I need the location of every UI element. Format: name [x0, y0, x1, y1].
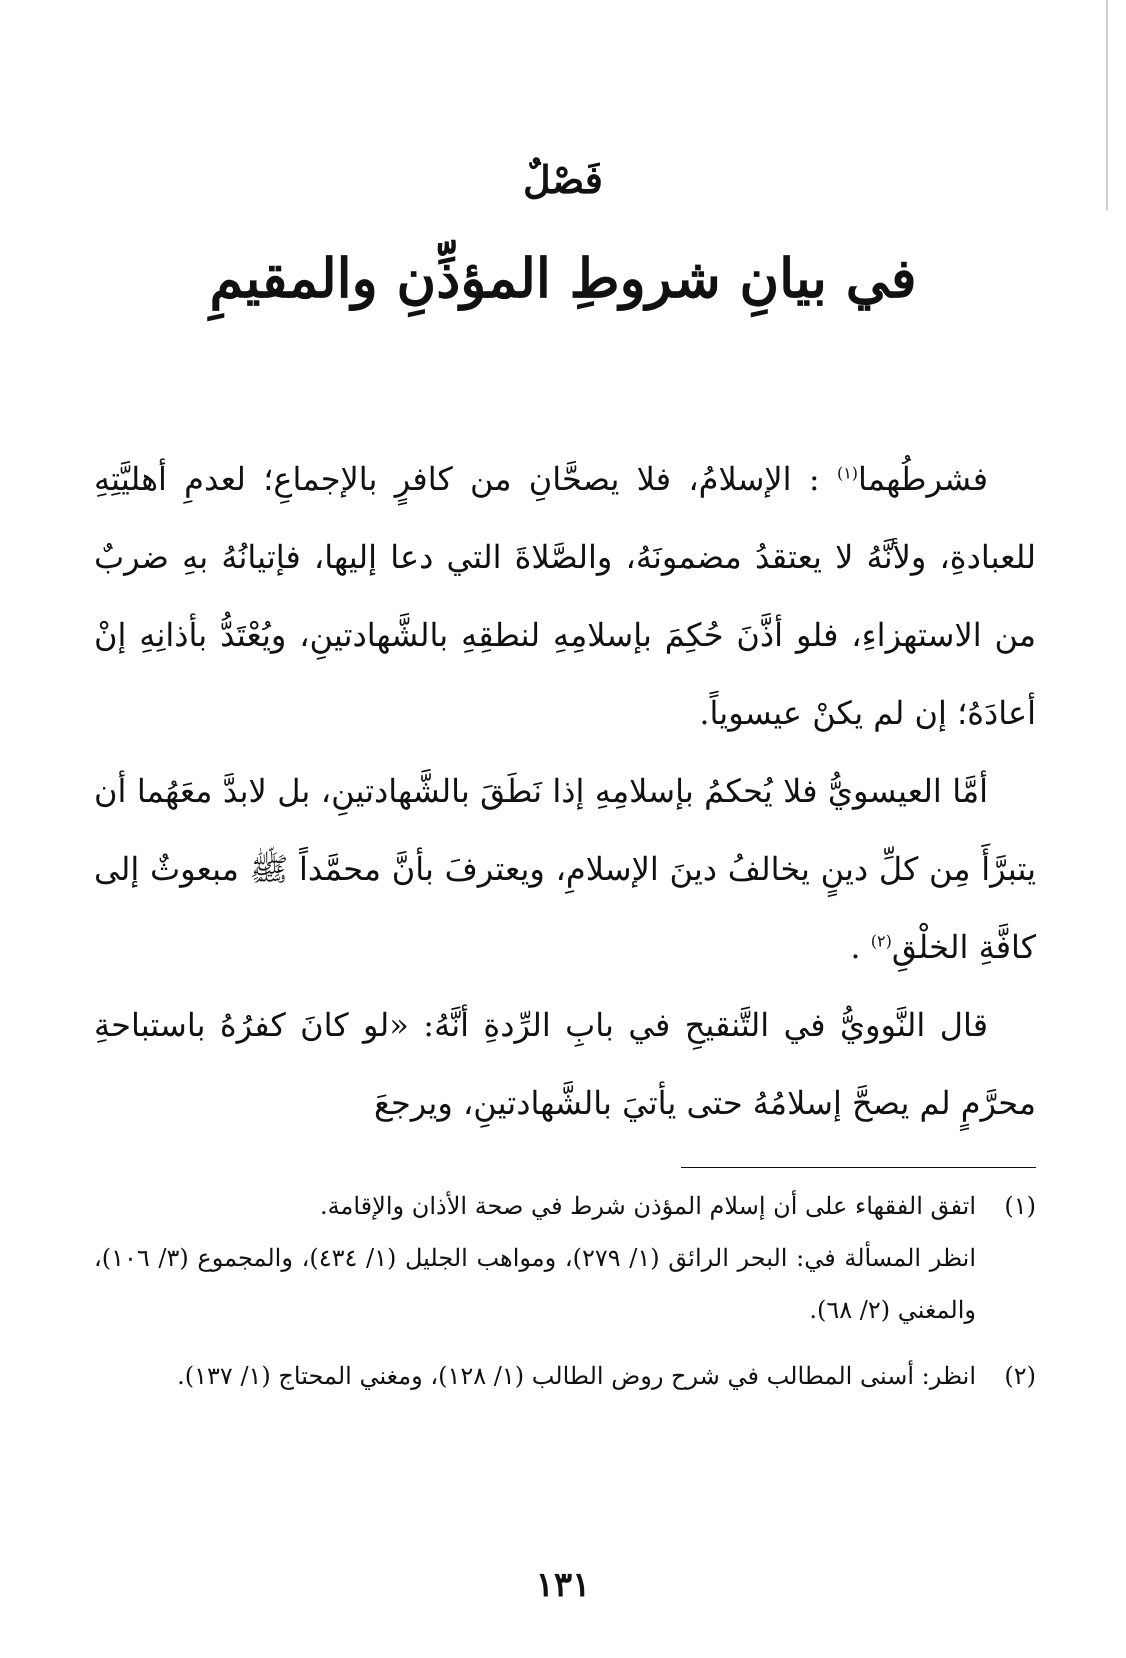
footnote-line: انظر: أسنى المطالب في شرح روض الطالب (١/ ١٢٨)، ومغني المحتاج (١/ ١٣٧). — [177, 1362, 976, 1390]
paragraph-2-tail: . — [850, 928, 871, 966]
page-number: ١٣١ — [535, 1565, 591, 1605]
footnote-ref-2[interactable]: (٢) — [870, 931, 892, 951]
footnote-line: انظر المسألة في: البحر الرائق (١/ ٢٧٩)، ومواهب الجليل (١/ ٤٣٤)، والمجموع (٣/ ١٠٦)، والمغني (٢/ ٦٨). — [94, 1244, 977, 1324]
page-title: في بيانِ شروطِ المؤذِّنِ والمقيمِ — [209, 246, 917, 310]
footnote-separator — [681, 1167, 1036, 1168]
paragraph-1-text: : الإسلامُ، فلا يصحَّانِ من كافرٍ بالإجماعِ؛ لعدمِ أهليَّتِهِ للعبادةِ، ولأنَّهُ لا يعتقدُ مضمونَهُ، والصَّلاةَ التي دعا إليها، فإتيانُهُ بهِ ضربٌ من الاستهزاءِ، فلو أذَّنَ حُكِمَ بإسلامِهِ لنطقِهِ بالشَّهادتينِ، ويُعْتَدُّ بأذانِهِ إنْ أعادَهُ؛ إن لم يكنْ عيسوياً. — [94, 460, 1037, 732]
paragraph-3-text: قال النَّوويُّ في التَّنقيحِ في بابِ الرِّدةِ أنَّهُ: «لو كانَ كفرُهُ باستباحةِ محرَّمٍ لم يصحَّ إسلامُهُ حتى يأتيَ بالشَّهادتينِ، ويرجعَ — [94, 1006, 1036, 1122]
main-text — [94, 440, 1036, 1142]
footnote-number: (٢) — [1004, 1362, 1036, 1390]
paragraph-2-text: أمَّا العيسويُّ فلا يُحكمُ بإسلامِهِ إذا نَطَقَ بالشَّهادتينِ، بل لابدَّ معَهُما أن يتبرَّأَ مِن كلِّ دينٍ يخالفُ دينَ الإسلامِ، ويعترفَ بأنَّ محمَّداً ﷺ مبعوثٌ إلى كافَّةِ الخلْقِ — [94, 772, 1036, 966]
paragraph-2 — [94, 752, 1036, 986]
footnote-text — [94, 1180, 976, 1336]
footnote-number: (١) — [1004, 1192, 1036, 1220]
footnote-1 — [94, 1180, 1036, 1336]
section-label: فَصْلٌ — [523, 157, 603, 202]
footnotes — [94, 1180, 1036, 1416]
footnote-line: اتفق الفقهاء على أن إسلام المؤذن شرط في صحة الأذان والإقامة. — [320, 1192, 976, 1220]
paragraph-1-lead: فشرطُهما — [858, 460, 988, 498]
paragraph-1 — [94, 440, 1036, 752]
paragraph-3 — [94, 986, 1036, 1142]
footnote-ref-1[interactable]: (١) — [836, 463, 859, 483]
footnote-text — [94, 1350, 976, 1402]
footnote-2 — [94, 1350, 1036, 1402]
